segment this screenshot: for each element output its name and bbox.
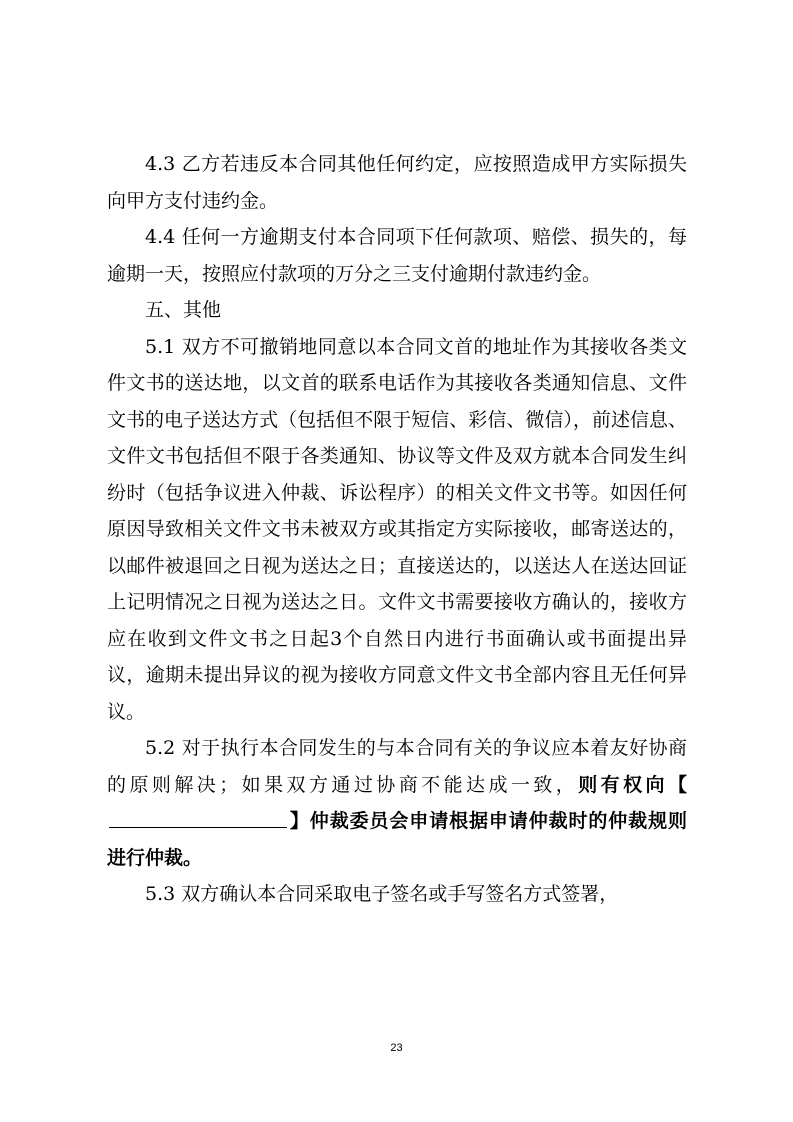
section-heading-other: 五、其他 <box>145 299 222 321</box>
arbitration-commission-blank <box>109 810 287 828</box>
clause-5-2-bold-end: 】仲裁委员会申请根据申请仲裁时的仲裁规则进行仲裁。 <box>107 810 687 869</box>
page-number: 23 <box>390 1042 403 1054</box>
clause-4-4: 4.4 任何一方逾期支付本合同项下任何款项、赔偿、损失的，每逾期一天，按照应付款项的万分之三支付逾期付款违约金。 <box>107 226 687 285</box>
clause-5-1: 5.1 双方不可撤销地同意以本合同文首的地址作为其接收各类文件文书的送达地，以文首的联系电话作为其接收各类通知信息、文件文书的电子送达方式（包括但不限于短信、彩信、微信），前述信息、文件文书包括但不限于各类通知、协议等文件及双方就本合同发生纠纷时（包括争议进入仲裁、诉讼程序）的相关文件文书等。如因任何原因导致相关文件文书未被双方或其指定方实际接收，邮寄送达的，以邮件被退回之日视为送达之日；直接送达的，以送达人在送达回证上记明情况之日视为送达之日。文件文书需要接收方确认的，接收方应在收到文件文书之日起3个自然日内进行书面确认或书面提出异议，逾期未提出异议的视为接收方同意文件文书全部内容且无任何异议。 <box>107 335 687 723</box>
clause-5-3: 5.3 双方确认本合同采取电子签名或手写签名方式签署， <box>145 883 619 905</box>
clause-5-2-text: 5.2 对于执行本合同发生的与本合同有关的争议应本着友好协商的原则解决；如果双方通过协商不能达成一致， <box>107 737 687 796</box>
clause-5-2 <box>107 730 687 876</box>
document-body <box>107 146 687 913</box>
clause-5-2-bold-start: 则有权向【 <box>578 773 687 796</box>
clause-4-3: 4.3 乙方若违反本合同其他任何约定，应按照造成甲方实际损失向甲方支付违约金。 <box>107 153 687 212</box>
